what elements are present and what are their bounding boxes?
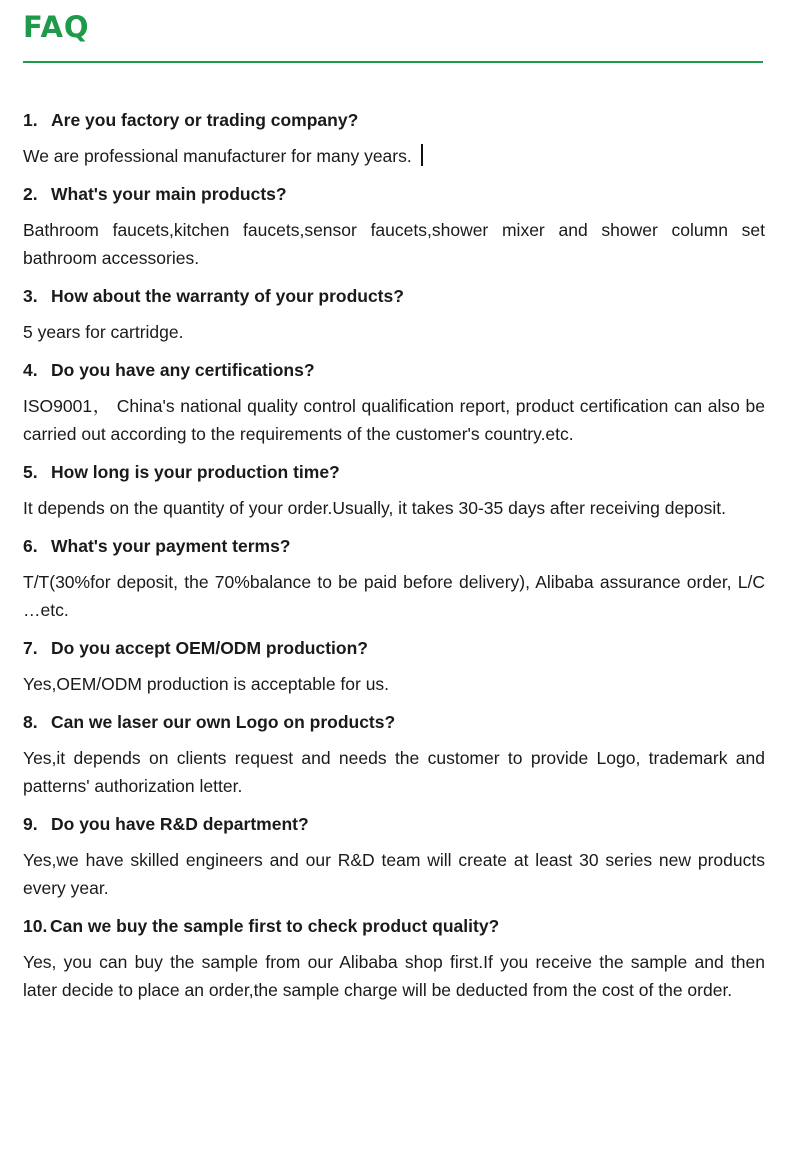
question-text: What's your main products?: [51, 184, 287, 204]
faq-answer: T/T(30%for deposit, the 70%balance to be paid before delivery), Alibaba assurance order, L/C …etc.: [23, 572, 765, 620]
question-number: 4.: [23, 360, 38, 380]
faq-item: [23, 912, 765, 1004]
faq-question: [23, 106, 765, 134]
faq-answer: Yes,it depends on clients request and needs the customer to provide Logo, trademark and patterns' authorization letter.: [23, 748, 765, 796]
faq-answer: It depends on the quantity of your order.Usually, it takes 30-35 days after receiving deposit.: [23, 498, 726, 518]
question-text: Can we buy the sample first to check product quality?: [50, 916, 500, 936]
faq-item: [23, 180, 765, 272]
question-number: 5.: [23, 462, 38, 482]
faq-question: [23, 180, 765, 208]
faq-answer: Yes,we have skilled engineers and our R&D team will create at least 30 series new products every year.: [23, 850, 765, 898]
faq-question: [23, 356, 765, 384]
title-divider: [23, 61, 763, 63]
faq-question: [23, 634, 765, 662]
question-text: Do you have R&D department?: [51, 814, 309, 834]
faq-list: [23, 106, 765, 1014]
question-number: 9.: [23, 814, 38, 834]
faq-answer: ISO9001， China's national quality control qualification report, product certification can also be carried out according to the requirements of the customer's country.etc.: [23, 396, 765, 444]
question-text: How long is your production time?: [51, 462, 340, 482]
question-text: Do you have any certifications?: [51, 360, 315, 380]
faq-question: [23, 532, 765, 560]
question-text: How about the warranty of your products?: [51, 286, 404, 306]
faq-item: [23, 532, 765, 624]
question-number: 6.: [23, 536, 38, 556]
answer-text: We are professional manufacturer for many years.: [23, 146, 412, 166]
faq-question: [23, 810, 765, 838]
text-cursor: [421, 144, 423, 166]
question-number: 8.: [23, 712, 38, 732]
faq-answer: Yes, you can buy the sample from our Alibaba shop first.If you receive the sample and then later decide to place an order,the sample charge will be deducted from the cost of the order.: [23, 952, 765, 1000]
faq-question: [23, 282, 765, 310]
page-title: FAQ: [23, 10, 90, 44]
question-text: What's your payment terms?: [51, 536, 291, 556]
question-text: Are you factory or trading company?: [51, 110, 359, 130]
question-number: 1.: [23, 110, 38, 130]
faq-answer: Bathroom faucets,kitchen faucets,sensor faucets,shower mixer and shower column set bathroom accessories.: [23, 220, 765, 268]
faq-item: [23, 634, 765, 698]
question-number: 2.: [23, 184, 38, 204]
faq-answer: [23, 142, 765, 170]
question-number: 10.: [23, 916, 48, 936]
faq-question: [23, 708, 765, 736]
faq-question: [23, 458, 765, 486]
faq-item: [23, 106, 765, 170]
question-number: 7.: [23, 638, 38, 658]
faq-item: [23, 810, 765, 902]
faq-item: [23, 282, 765, 346]
question-text: Do you accept OEM/ODM production?: [51, 638, 368, 658]
faq-item: [23, 708, 765, 800]
faq-question: [23, 912, 765, 940]
question-text: Can we laser our own Logo on products?: [51, 712, 396, 732]
faq-item: [23, 458, 765, 522]
faq-answer: Yes,OEM/ODM production is acceptable for us.: [23, 674, 390, 694]
faq-answer: 5 years for cartridge.: [23, 322, 184, 342]
question-number: 3.: [23, 286, 38, 306]
faq-item: [23, 356, 765, 448]
